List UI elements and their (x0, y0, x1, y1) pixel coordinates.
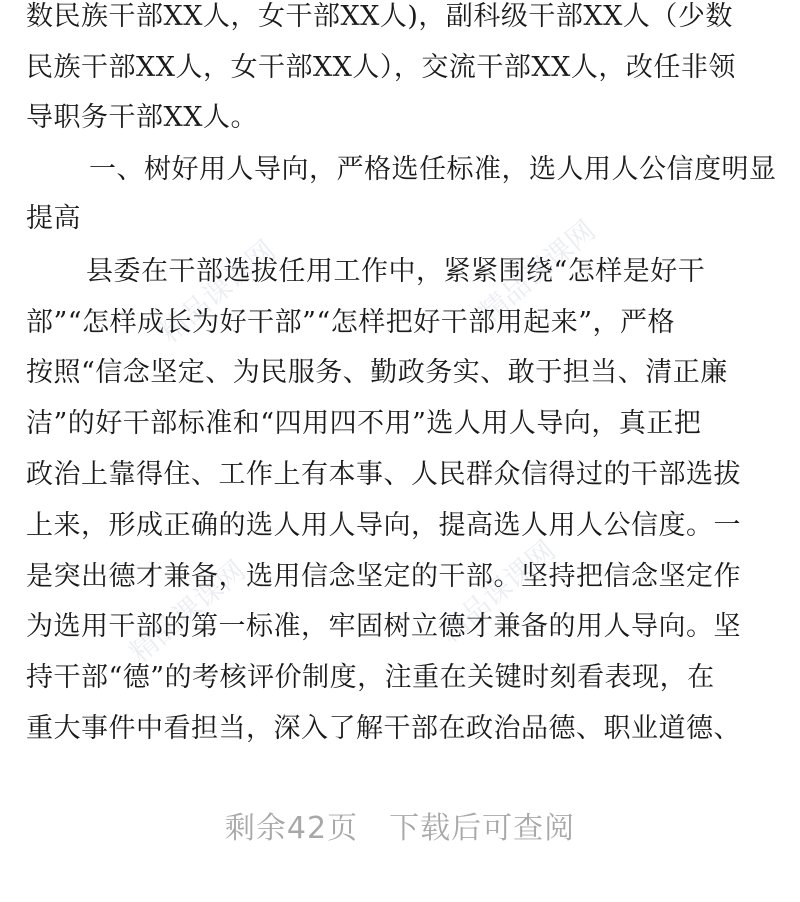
body-line-13: 为选用干部的第一标准，牢固树立德才兼备的用人导向。坚 (26, 611, 741, 642)
watermark-4: 精品课课网 (433, 533, 562, 650)
body-line-11: 上来，形成正确的选人用人导向，提高选人用人公信度。一 (26, 510, 741, 541)
body-line-1: 数民族干部XX人，女干部XX人)，副科级干部XX人（少数 (26, 1, 733, 32)
body-line-14: 持干部“德”的考核评价制度，注重在关键时刻看表现，在 (26, 662, 715, 693)
watermark-1: 精品课课网 (153, 233, 282, 350)
body-line-9: 洁”的好干部标准和“四用四不用”选人用人导向，真正把 (26, 408, 702, 439)
watermark-2: 精品课课网 (473, 213, 602, 330)
body-line-10: 政治上靠得住、工作上有本事、人民群众信得过的干部选拔 (26, 459, 741, 490)
body-line-8: 按照“信念坚定、为民服务、勤政务实、敢于担当、清正廉 (26, 357, 728, 388)
section-heading-line-2: 提高 (26, 203, 81, 234)
body-line-3: 导职务干部XX人。 (26, 102, 258, 133)
body-line-6: 县委在干部选拔任用工作中，紧紧围绕“怎样是好干 (86, 256, 706, 287)
body-line-15: 重大事件中看担当，深入了解干部在政治品德、职业道德、 (26, 713, 741, 744)
more-pages-download-link[interactable]: 剩余42页 下载后可查阅 (224, 811, 576, 846)
body-line-2: 民族干部XX人，女干部XX人），交流干部XX人，改任非领 (26, 52, 736, 83)
watermark-3: 精品课课网 (123, 553, 252, 670)
body-line-12: 是突出德才兼备，选用信念坚定的干部。坚持把信念坚定作 (26, 561, 741, 592)
body-line-7: 部”“怎样成长为好干部”“怎样把好干部用起来”，严格 (26, 307, 676, 338)
section-heading-line-1: 一、树好用人导向，严格选任标准，选人用人公信度明显 (89, 154, 777, 185)
